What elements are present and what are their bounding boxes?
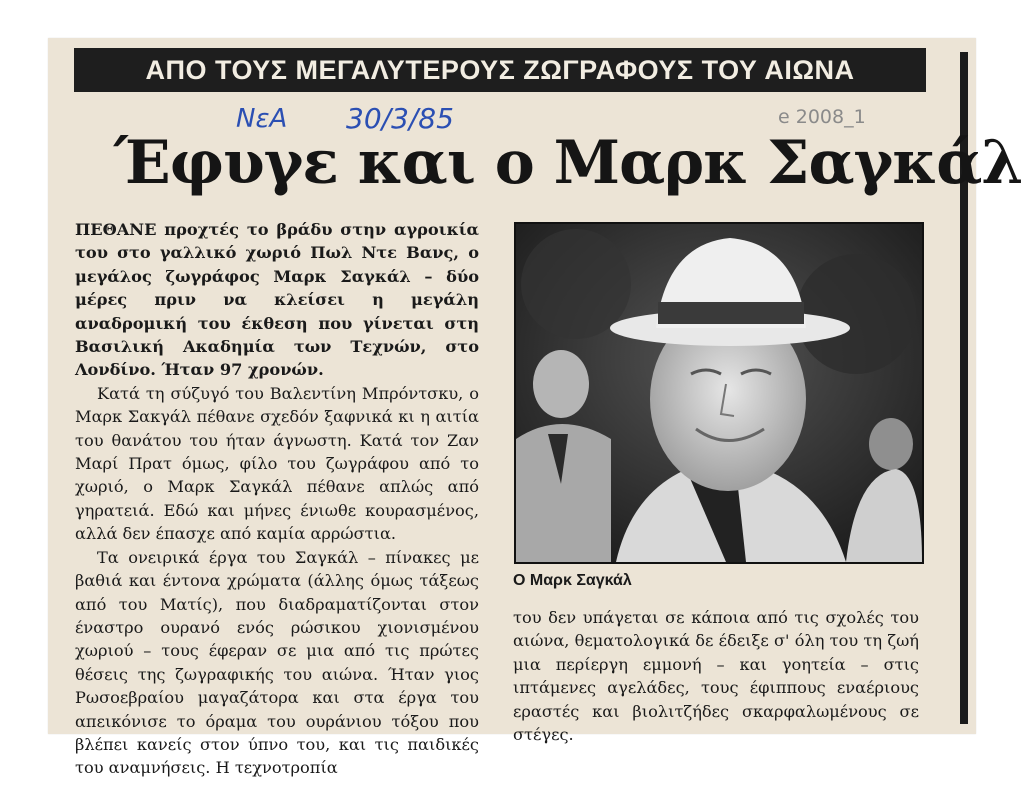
portrait-image: [516, 224, 922, 562]
article-continuation: του δεν υπάγεται σε κάποια από τις σχολές του αιώνα, θεματολογικά δε έδειξε σ' όλη του τη ζωή μια περίεργη εμμονή – και γοητεία – στις ιπτάμενες αγελάδες, τους έφιππους εναέριους εραστές και βιολιτζήδες σκαρφαλωμένους σε στέγες.: [513, 608, 919, 745]
portrait-photo: [514, 222, 924, 564]
article-column-left: [75, 218, 479, 780]
headline: Έφυγε και ο Μαρκ Σαγκάλ: [114, 128, 1023, 198]
article-lead: ΠΕΘΑΝΕ προχτές το βράδυ στην αγροικία του στο γαλλικό χωριό Πωλ Ντε Βανς, ο μεγάλος ζωγράφος Μαρκ Σαγκάλ – δύο μέρες πριν να κλείσει η μεγάλη αναδρομική του έκθεση που γίνεται στη Βασιλική Ακαδημία των Τεχνών, στο Λονδίνο. Ήταν 97 χρονών.: [75, 220, 479, 380]
article-column-right: [513, 606, 919, 746]
pencil-reference: e 2008_1: [778, 106, 866, 128]
newspaper-clipping: [48, 38, 1023, 778]
handwritten-date: 30/3/85: [346, 102, 454, 135]
section-banner: ΑΠΟ ΤΟΥΣ ΜΕΓΑΛΥΤΕΡΟΥΣ ΖΩΓΡΑΦΟΥΣ ΤΟΥ ΑΙΩΝΑ: [74, 48, 926, 92]
article-paragraph: Κατά τη σύζυγό του Βαλεντίνη Μπρόντσκυ, ο Μαρκ Σακγάλ πέθανε σχεδόν ξαφνικά κι η αιτία του θανάτου του ήταν άγνωστη. Κατά τον Ζαν Μαρί Πρατ όμως, φίλο του ζωγράφου από το χωριό, ο Μαρκ Σαγκάλ πέθανε απλώς από γηρατειά. Εδώ και μήνες ένιωθε κουρασμένος, αλλά δεν έπασχε από καμία αρρώστια.: [75, 383, 479, 544]
handwritten-paper-name: ΝεΑ: [236, 104, 288, 134]
article-paragraph: Τα ονειρικά έργα του Σαγκάλ – πίνακες με βαθιά και έντονα χρώματα (άλλης όμως τάξεως από του Ματίς), που διαδραματίζονται στον έναστρο ουρανό ενός ρώσικου χιονισμένου χωριού – τους έφεραν σε μια από τις πρώτες θέσεις της ζωγραφικής του αιώνα. Ήταν γιος Ρωσοεβραίου μαγαζάτορα και στα έργα του απεικόνισε το όραμα του ουράνιου τόξου που βλέπει κανείς στον ύπνο του, και τις παιδικές του αναμνήσεις. Η τεχνοτροπία: [75, 547, 479, 778]
photo-caption: Ο Μαρκ Σαγκάλ: [513, 572, 632, 589]
